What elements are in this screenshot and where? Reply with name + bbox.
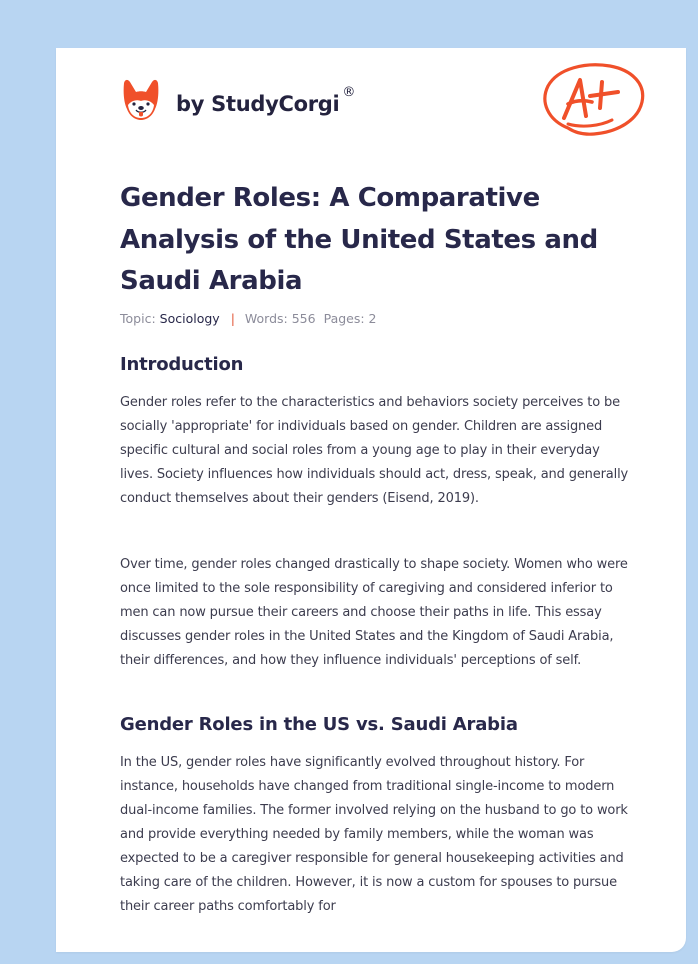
document-title: Gender Roles: A Comparative Analysis of the United States and Saudi Arabia <box>120 183 598 296</box>
a-plus-grade-icon <box>538 58 648 140</box>
corgi-logo-icon <box>122 77 160 121</box>
document-meta <box>120 311 377 326</box>
paragraph: Gender roles refer to the characteristics and behaviors society perceives to be socially 'appropriate' for individuals based on gender. Children are assigned specific cultural and social roles from a young age to play in their everyday lives. Society influences how individuals should act, dress, speak, and generally conduct themselves about their genders (Eisend, 2019). <box>120 395 629 506</box>
document-card <box>56 48 686 952</box>
section-heading-introduction: Introduction <box>120 354 244 375</box>
paragraph: In the US, gender roles have significantly evolved throughout history. For instance, households have changed from traditional single-income to modern dual-income families. The former involved relying on the husband to go to work and provide everything needed by family members, while the woman was expected to be a caregiver responsible for general housekeeping activities and taking care of the children. However, it is now a custom for spouses to pursue their career paths comfortably for <box>120 755 628 914</box>
page-count: Pages: 2 <box>323 311 377 326</box>
paragraph: Over time, gender roles changed drastically to shape society. Women who were once limited to the sole responsibility of caregiving and considered inferior to men can now pursue their careers and choose their paths in life. This essay discusses gender roles in the United States and the Kingdom of Saudi Arabia, their differences, and how they influence individuals' perceptions of self. <box>120 557 628 668</box>
word-count: Words: 556 <box>244 311 316 326</box>
studycorgi-logo[interactable] <box>122 76 355 122</box>
section-heading-us-vs-saudi: Gender Roles in the US vs. Saudi Arabia <box>120 714 518 735</box>
meta-separator: | <box>230 311 235 326</box>
registered-mark: ® <box>342 84 356 100</box>
topic-label: Topic: <box>120 311 156 326</box>
logo-text: by StudyCorgi <box>176 92 340 116</box>
topic-link[interactable]: Sociology <box>159 311 220 326</box>
